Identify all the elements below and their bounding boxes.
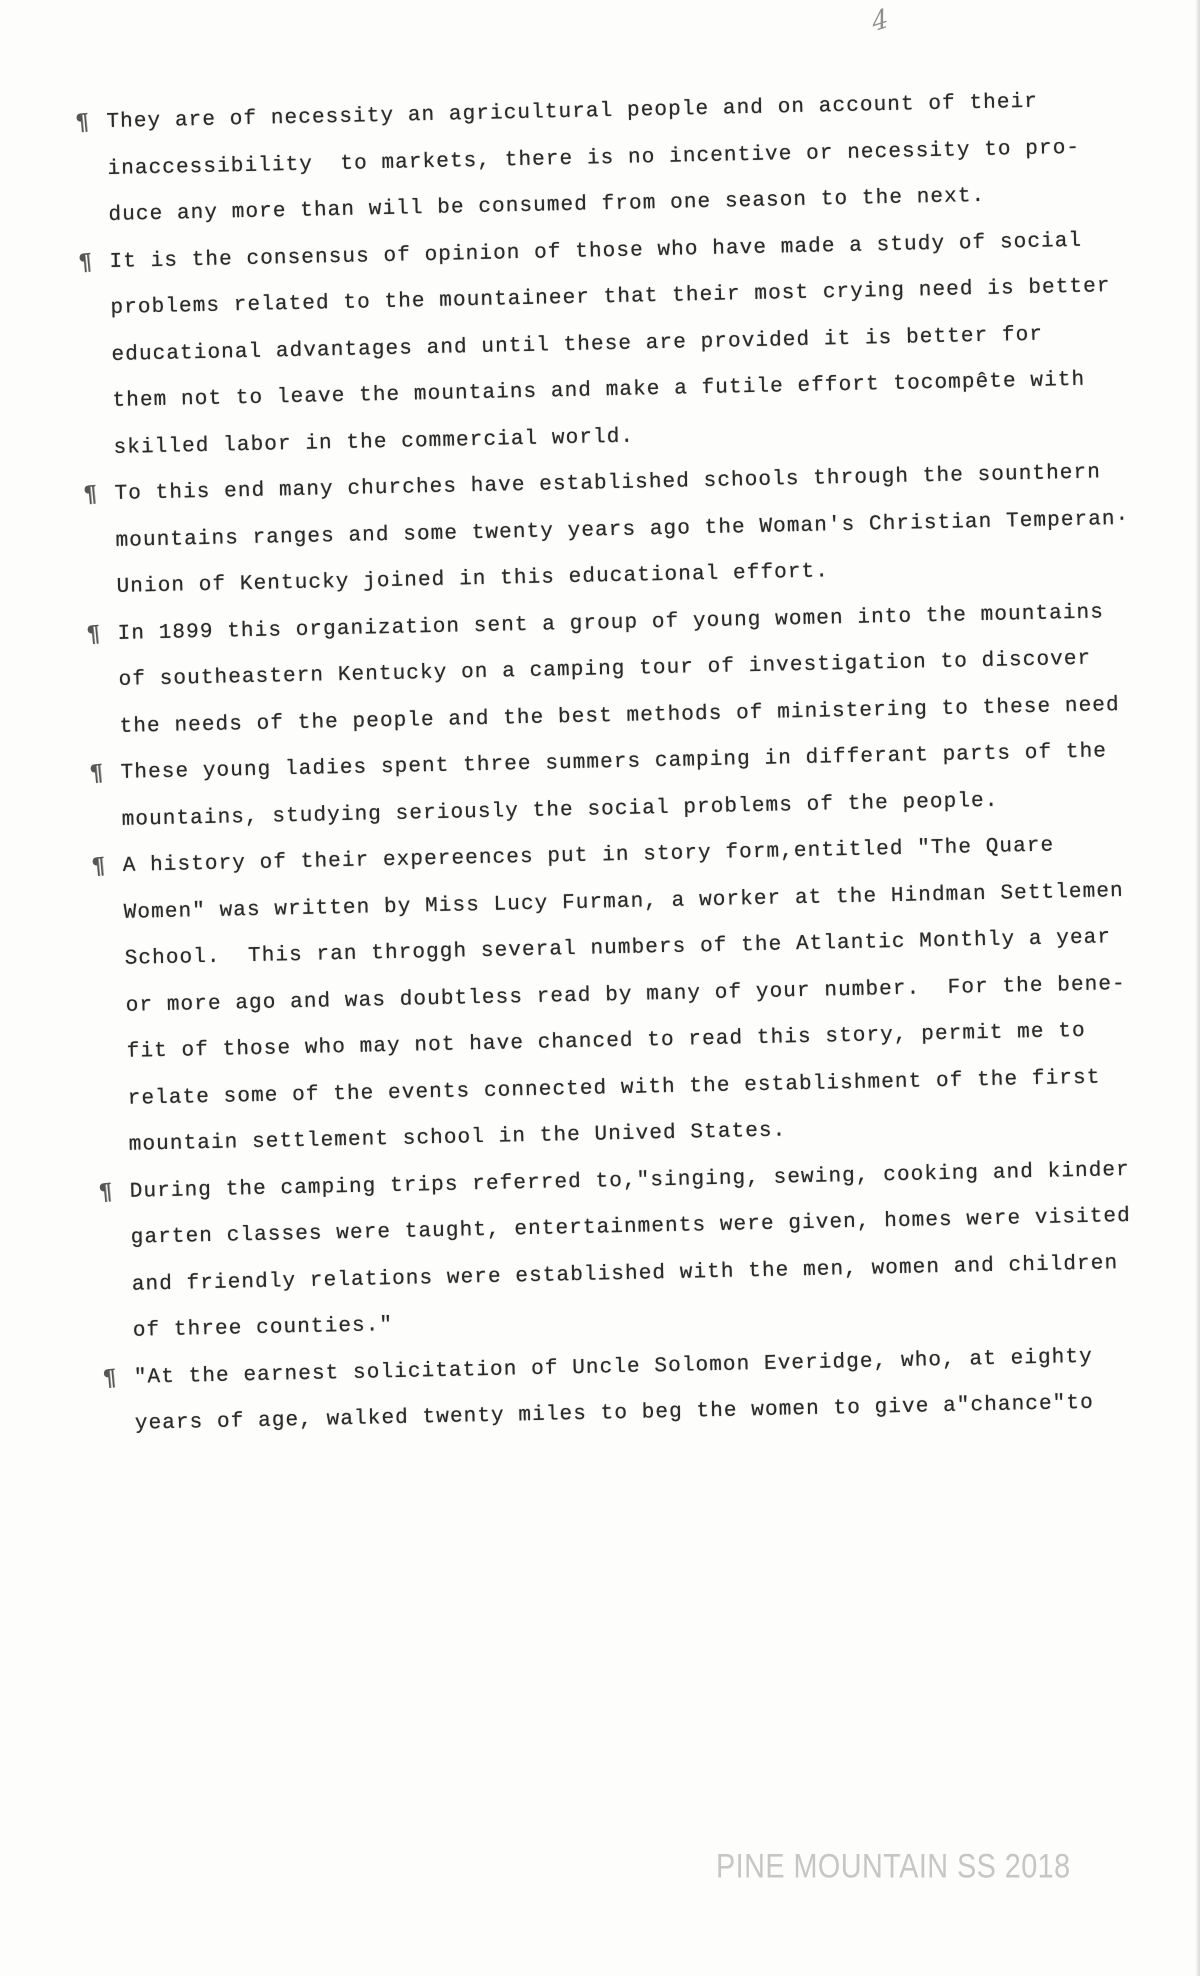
text-line: mountain settlement school in the Unived States. <box>128 1119 787 1157</box>
text-line: of three counties." <box>132 1314 394 1343</box>
paragraph <box>97 1145 1200 1355</box>
text-line: It is the consensus of opinion of those who have made a study of social <box>109 229 1083 274</box>
pilcrow-mark: ¶ <box>77 248 95 276</box>
text-line: In 1899 this organization sent a group of young women into the mountains <box>117 600 1105 646</box>
text-line: A history of their expereences put in story form,entitled "The Quare <box>122 834 1055 878</box>
text-line: mountains ranges and some twenty years ago the Woman's Christian Temperan· <box>115 507 1130 553</box>
text-line: of southeastern Kentucky on a camping tour of investigation to discover <box>118 647 1092 692</box>
text-line: them not to leave the mountains and make a futile effort tocompête with <box>112 368 1086 413</box>
pilcrow-mark: ¶ <box>88 759 106 787</box>
text-line: inaccessibility to markets, there is no incentive or necessity to pro- <box>107 136 1081 181</box>
text-line: To this end many churches have established schools through the sounthern <box>114 461 1102 506</box>
text-line: or more ago and was doubtless read by many of your number. For the bene- <box>125 972 1127 1018</box>
text-line: These young ladies spent three summers camping in differant parts of the <box>120 740 1108 785</box>
paragraph <box>74 76 1199 239</box>
pilcrow-mark: ¶ <box>85 620 103 648</box>
text-line: problems related to the mountaineer that their most crying need is better <box>110 275 1111 320</box>
paragraph <box>77 216 1200 472</box>
pilcrow-mark: ¶ <box>101 1364 119 1392</box>
text-line: duce any more than will be consumed from one season to the next. <box>108 184 986 227</box>
paragraph <box>90 820 1200 1169</box>
pilcrow-mark: ¶ <box>90 852 108 880</box>
text-line: fit of those who may not have chanced to read this story, permit me to <box>126 1019 1086 1064</box>
text-line: Women" was written by Miss Lucy Furman, a worker at the Hindman Settlemen <box>123 879 1124 925</box>
text-line: skilled labor in the commercial world. <box>113 425 635 460</box>
text-line: mountains, studying seriously the social problems of the people. <box>121 789 999 832</box>
text-line: the needs of the people and the best methods of ministering to these need <box>119 693 1120 739</box>
text-line: relate some of the events connected with the establishment of the first <box>127 1066 1101 1111</box>
text-line: School. This ran throggh several numbers of the Atlantic Monthly a year <box>124 926 1112 971</box>
text-line: and friendly relations were established with the men, women and children <box>131 1251 1119 1297</box>
paragraph <box>85 588 1200 751</box>
typewritten-text <box>74 76 1200 1448</box>
text-line: During the camping trips referred to,"singing, sewing, cooking and kinder <box>129 1158 1131 1204</box>
page-number: 4 <box>869 3 891 39</box>
pilcrow-mark: ¶ <box>97 1178 115 1206</box>
text-line: Union of Kentucky joined in this educational effort. <box>116 560 830 599</box>
pilcrow-mark: ¶ <box>74 108 92 137</box>
text-line: garten classes were taught, entertainments were given, homes were visited <box>130 1204 1132 1250</box>
text-line: years of age, walked twenty miles to beg the women to give a"chance"to <box>134 1391 1095 1436</box>
watermark: PINE MOUNTAIN SS 2018 <box>716 1846 1071 1885</box>
text-line: They are of necessity an agricultural people and on account of their <box>106 90 1039 134</box>
text-line: educational advantages and until these are provided it is better for <box>111 323 1044 367</box>
pilcrow-mark: ¶ <box>82 480 100 509</box>
text-line: "At the earnest solicitation of Uncle Solomon Everidge, who, at eighty <box>133 1345 1094 1390</box>
paragraph <box>82 448 1200 611</box>
